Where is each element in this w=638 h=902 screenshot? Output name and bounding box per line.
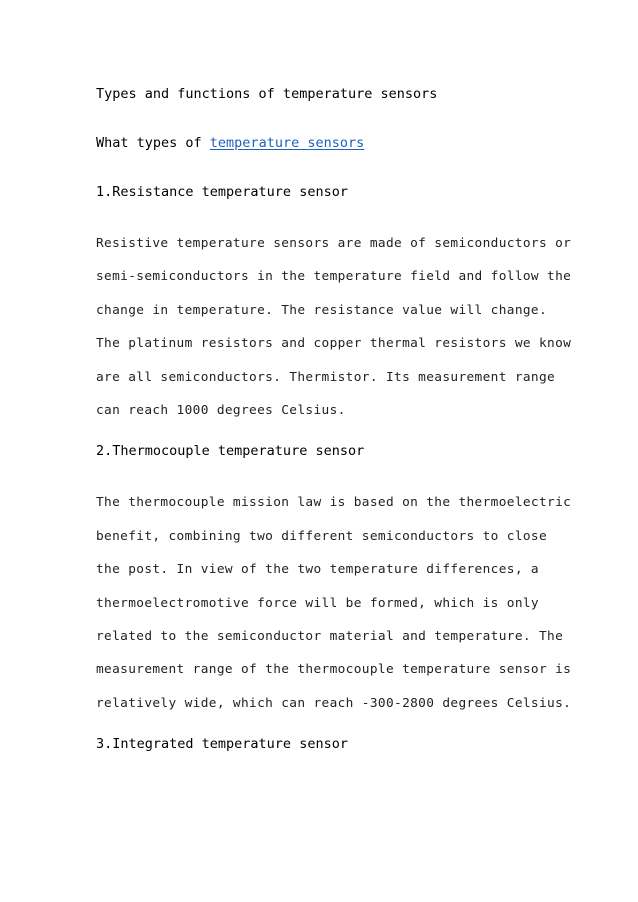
paragraph-line: The thermocouple mission law is based on the thermoelectric bbox=[96, 495, 572, 511]
paragraph-line: The platinum resistors and copper thermal resistors we know bbox=[96, 336, 572, 352]
section-heading-integrated: 3.Integrated temperature sensor bbox=[96, 736, 348, 753]
paragraph-line: semi-semiconductors in the temperature field and follow the bbox=[96, 269, 572, 285]
paragraph-line: are all semiconductors. Thermistor. Its measurement range bbox=[96, 369, 556, 385]
temperature-sensors-link[interactable]: temperature sensors bbox=[209, 135, 365, 151]
section-paragraph-resistance bbox=[96, 227, 572, 427]
subtitle-prefix: What types of bbox=[96, 135, 210, 151]
section-heading-thermocouple: 2.Thermocouple temperature sensor bbox=[96, 443, 365, 460]
document-body bbox=[96, 84, 572, 779]
section-paragraph-thermocouple bbox=[96, 486, 572, 720]
paragraph-line: Resistive temperature sensors are made of semiconductors or bbox=[96, 236, 572, 251]
paragraph-line: can reach 1000 degrees Celsius. bbox=[96, 403, 346, 419]
subtitle bbox=[96, 133, 556, 153]
paragraph-line: measurement range of the thermocouple temperature sensor is bbox=[96, 662, 572, 678]
document-title: Types and functions of temperature sensors bbox=[96, 86, 438, 102]
paragraph-line: change in temperature. The resistance value will change. bbox=[96, 302, 548, 318]
paragraph-line: relatively wide, which can reach -300-2800 degrees Celsius. bbox=[96, 695, 572, 711]
section-heading-resistance: 1.Resistance temperature sensor bbox=[96, 184, 348, 200]
paragraph-line: the post. In view of the two temperature differences, a bbox=[96, 562, 539, 578]
paragraph-line: related to the semiconductor material and temperature. The bbox=[96, 629, 564, 645]
paragraph-line: benefit, combining two different semiconductors to close bbox=[96, 528, 548, 544]
paragraph-line: thermoelectromotive force will be formed, which is only bbox=[96, 595, 539, 611]
